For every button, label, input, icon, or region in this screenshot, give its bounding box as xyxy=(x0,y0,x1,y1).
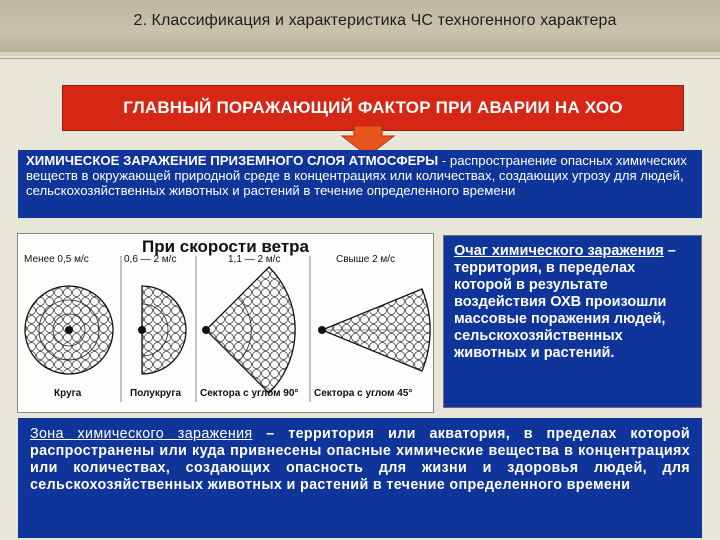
figure-heading: При скорости ветра xyxy=(141,237,310,256)
speed-label-3: 1,1 — 2 м/с xyxy=(228,254,281,265)
sector-45-zone-shape xyxy=(318,289,430,371)
caption-circle: Круга xyxy=(54,388,82,399)
header-divider xyxy=(0,52,720,56)
caption-sector-45: Сектора с углом 45° xyxy=(314,388,413,399)
caption-semicircle: Полукруга xyxy=(130,388,182,399)
slide-title: 2. Классификация и характеристика ЧС техногенного характера xyxy=(133,12,617,29)
main-factor-text: ГЛАВНЫЙ ПОРАЖАЮЩИЙ ФАКТОР ПРИ АВАРИИ НА ХОО xyxy=(123,98,623,117)
speed-label-1: Менее 0,5 м/с xyxy=(24,254,89,265)
speed-label-2: 0,6 — 2 м/с xyxy=(124,254,177,265)
zone-definition-panel xyxy=(18,418,702,538)
focus-definition-panel xyxy=(443,235,702,408)
definition-text: - распространение опасных химических веществ в окружающей природной среде в концентрациях или количествах, создающих угрозу для людей, сельскохозяйственных животных и растений в течение определенного времени xyxy=(26,153,687,198)
semicircle-zone-shape xyxy=(138,286,186,374)
definition-panel xyxy=(18,150,702,218)
wind-speed-figure xyxy=(17,233,434,413)
sector-90-zone-shape xyxy=(202,267,295,393)
focus-text: – территория, в переделах которой в результате воздействия ОХВ произошли массовые поражения людей, сельскохозяйственных животных и растений. xyxy=(454,243,676,361)
definition-term: ХИМИЧЕСКОЕ ЗАРАЖЕНИЕ ПРИЗЕМНОГО СЛОЯ АТМОСФЕРЫ xyxy=(26,153,439,168)
circle-zone-shape xyxy=(25,286,113,374)
speed-label-4: Свыше 2 м/с xyxy=(336,254,396,265)
main-factor-banner xyxy=(62,85,684,131)
zone-text: – территория или акватория, в пределах которой распространены или куда привнесены опасные химические вещества в концентрациях или количествах, создающих опасность для жизни и здоровья людей, для сельскохозяйственных животных и растений в течение определенного времени xyxy=(30,426,690,493)
focus-term: Очаг химического заражения xyxy=(454,243,664,259)
caption-sector-90: Сектора с углом 90° xyxy=(200,388,299,399)
zone-term: Зона химического заражения xyxy=(30,426,253,442)
header-divider-thin xyxy=(0,58,720,59)
